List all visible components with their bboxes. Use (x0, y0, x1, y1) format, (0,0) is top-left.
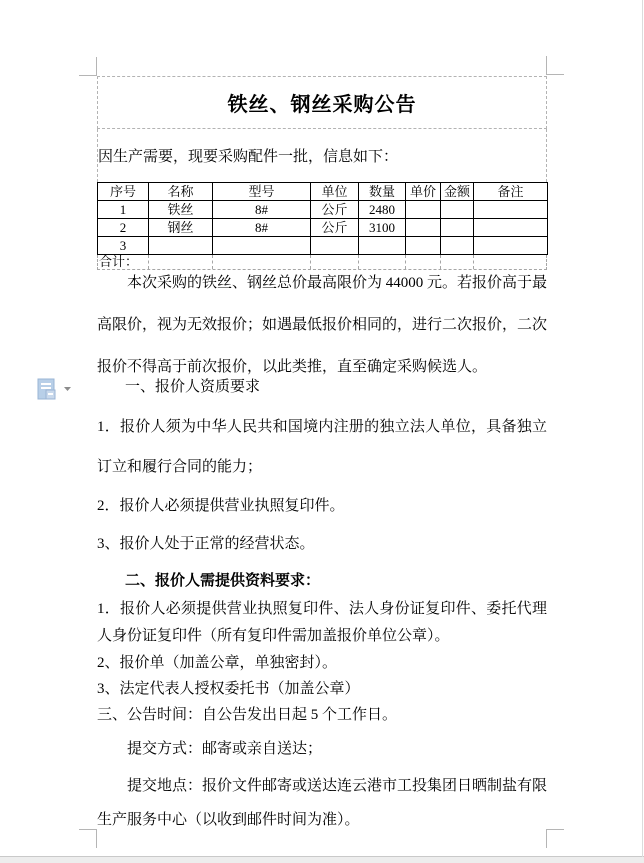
cell-remarks (474, 237, 548, 255)
cell-amount (441, 237, 474, 255)
intro-text: 因生产需要，现要采购配件一批，信息如下： (98, 149, 399, 165)
section1-item2: 2．报价人必须提供营业执照复印件。 (97, 498, 345, 514)
cell-unit (311, 237, 359, 255)
cell-unit-price (406, 237, 441, 255)
col-header-index: 序号 (98, 183, 149, 201)
section1-item1: 1．报价人须为中华人民共和国境内注册的独立法人单位，具备独立订立和履行合同的能力； (97, 419, 547, 475)
section2-item3: 3、法定代表人授权委托书（加盖公章） (97, 681, 360, 697)
page-title: 铁丝、钢丝采购公告 (227, 94, 417, 116)
cell-model: 8# (213, 201, 311, 219)
cell-quantity (359, 237, 406, 255)
title-paragraph-boundary (97, 76, 547, 129)
text-area (97, 0, 547, 837)
section1-heading: 一、报价人资质要求 (125, 379, 261, 395)
table-row (98, 219, 548, 237)
crop-mark-top-right (546, 56, 564, 75)
cell-name: 铁丝 (149, 201, 213, 219)
cell-quantity: 3100 (359, 219, 406, 237)
page-gap (0, 857, 644, 863)
cell-name: 钢丝 (149, 219, 213, 237)
page-right-edge (642, 0, 643, 857)
chevron-down-icon (64, 387, 71, 391)
crop-mark-bottom-left (79, 829, 97, 848)
cell-model (213, 237, 311, 255)
col-header-unit: 单位 (311, 183, 359, 201)
table-header-row (98, 183, 548, 201)
col-header-unit-price: 单价 (406, 183, 441, 201)
cell-remarks (474, 201, 548, 219)
cell-unit-price (406, 219, 441, 237)
crop-mark-bottom-right (546, 829, 564, 848)
paste-options-button[interactable] (36, 378, 74, 402)
cell-unit: 公斤 (311, 201, 359, 219)
submit-method-text: 提交方式：邮寄或亲自送达； (127, 741, 323, 757)
paste-options-icon (38, 379, 55, 399)
cell-index: 2 (98, 219, 149, 237)
cell-remarks (474, 219, 548, 237)
cell-unit: 公斤 (311, 219, 359, 237)
price-limit-paragraph: 本次采购的铁丝、钢丝总价最高限价为 44000 元。若报价高于最高限价，视为无效报价；如遇最低报价相同的，进行二次报价，二次报价不得高于前次报价，以此类推，直至确定采购候选人。 (97, 275, 548, 375)
section2-item2: 2、报价单（加盖公章，单独密封）。 (97, 655, 338, 671)
table-row (98, 201, 548, 219)
col-header-name: 名称 (149, 183, 213, 201)
cell-quantity: 2480 (359, 201, 406, 219)
submit-place-text: 提交地点：报价文件邮寄或送达连云港市工投集团日晒制盐有限生产服务中心（以收到邮件时间为准）。 (97, 778, 548, 828)
col-header-amount: 金额 (441, 183, 474, 201)
intro-paragraph-boundary (97, 129, 547, 182)
section2-heading: 二、报价人需提供资料要求： (125, 573, 321, 589)
section3-text: 三、公告时间：自公告发出日起 5 个工作日。 (97, 707, 398, 723)
section1-item3: 3、报价人处于正常的经营状态。 (97, 536, 315, 552)
col-header-quantity: 数量 (359, 183, 406, 201)
cell-amount (441, 219, 474, 237)
section2-item1: 1．报价人必须提供营业执照复印件、法人身份证复印件、委托代理人身份证复印件（所有复印件需加盖报价单位公章）。 (97, 601, 547, 644)
cell-index: 1 (98, 201, 149, 219)
total-label: 合计： (98, 255, 149, 269)
cell-amount (441, 201, 474, 219)
cell-model: 8# (213, 219, 311, 237)
procurement-table (97, 182, 548, 255)
cell-unit-price (406, 201, 441, 219)
col-header-remarks: 备注 (474, 183, 548, 201)
col-header-model: 型号 (213, 183, 311, 201)
crop-mark-top-left (79, 57, 97, 76)
cell-index: 3 (98, 237, 149, 255)
table-row (98, 237, 548, 255)
cell-name (149, 237, 213, 255)
